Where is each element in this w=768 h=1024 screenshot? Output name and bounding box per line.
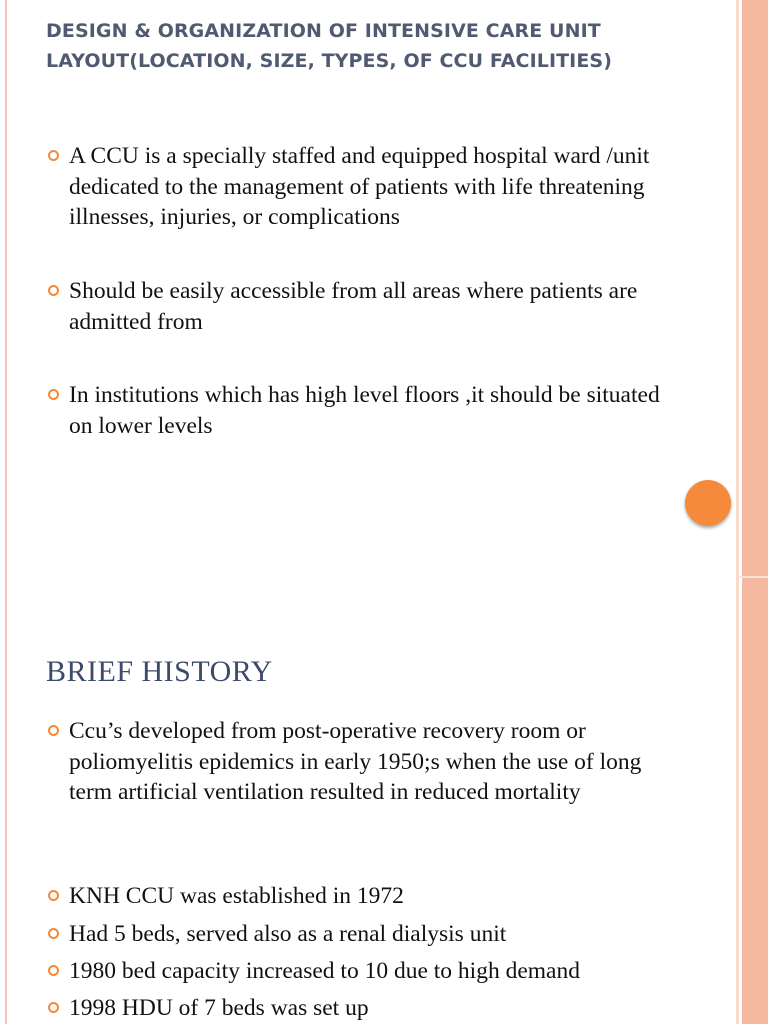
bullet-text: In institutions which has high level floors ,it should be situated on lower levels	[69, 382, 660, 439]
bullet-text: 1998 HDU of 7 beds was set up	[69, 995, 369, 1021]
bullet-text: 1980 bed capacity increased to 10 due to high demand	[69, 958, 580, 984]
bullet-ring-icon	[48, 965, 59, 976]
section-heading: BRIEF HISTORY	[46, 655, 273, 688]
slide-divider	[738, 576, 768, 578]
slide-title-line-1: DESIGN & ORGANIZATION OF INTENSIVE CARE UNIT	[46, 20, 601, 42]
bullet-text: Ccu’s developed from post-operative recovery room or poliomyelitis epidemics in early 1950;s when the use of long term artificial ventilation resulted in reduced mortality	[69, 718, 642, 805]
bullet-ring-icon	[48, 725, 59, 736]
bullet-item	[46, 276, 686, 337]
bullet-text: Had 5 beds, served also as a renal dialysis unit	[69, 921, 507, 947]
bullet-ring-icon	[48, 150, 59, 161]
bullet-text: KNH CCU was established in 1972	[69, 883, 404, 909]
right-decorative-stripes	[736, 0, 768, 1024]
bullet-text: A CCU is a specially staffed and equipped hospital ward /unit dedicated to the management of patients with life threatening illnesses, injuries, or complications	[69, 143, 650, 230]
bullet-item	[46, 956, 686, 987]
bullet-ring-icon	[48, 285, 59, 296]
bullet-ring-icon	[48, 1002, 59, 1013]
slide-title-line-2: LAYOUT(LOCATION, SIZE, TYPES, OF CCU FACILITIES)	[46, 50, 612, 72]
left-border-rule	[5, 0, 7, 1024]
orange-circle-decoration	[685, 480, 731, 526]
bullet-ring-icon	[48, 890, 59, 901]
bullet-item	[46, 881, 686, 912]
bullet-ring-icon	[48, 389, 59, 400]
bullet-text: Should be easily accessible from all areas where patients are admitted from	[69, 278, 638, 335]
slide-title	[46, 16, 686, 76]
bullet-item	[46, 993, 686, 1024]
bullet-item	[46, 716, 686, 808]
bullet-item	[46, 380, 686, 441]
bullet-item	[46, 919, 686, 950]
bullet-ring-icon	[48, 928, 59, 939]
bullet-item	[46, 141, 686, 233]
